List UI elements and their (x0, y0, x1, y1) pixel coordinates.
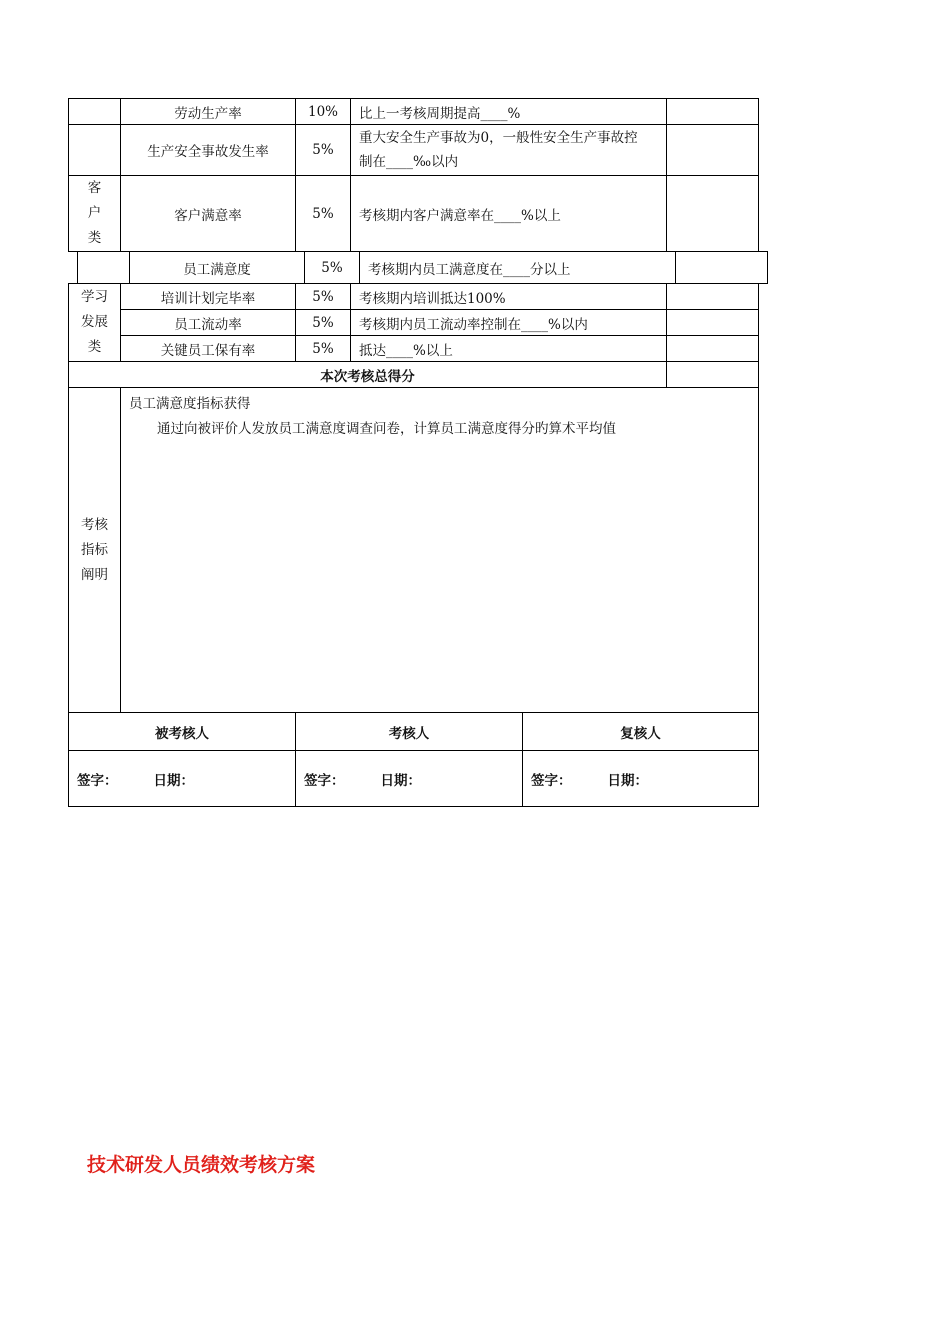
kpi-name: 客户满意率 (121, 176, 296, 252)
score-cell (667, 310, 759, 336)
kpi-desc: 考核期内客户满意率在____%以上 (351, 176, 667, 252)
kpi-desc: 抵达____%以上 (351, 336, 667, 362)
score-cell (667, 99, 759, 125)
table-row (69, 176, 759, 252)
assessment-table-bottom (68, 283, 759, 713)
category-customer: 客 户 类 (69, 176, 121, 252)
table-row (78, 252, 768, 284)
table-row (69, 125, 759, 176)
assessee-header: 被考核人 (69, 713, 296, 751)
score-cell (667, 125, 759, 176)
kpi-weight: 5% (296, 284, 351, 310)
kpi-name: 关键员工保有率 (121, 336, 296, 362)
reviewer-header: 复核人 (523, 713, 759, 751)
table-row (69, 336, 759, 362)
table-row (69, 99, 759, 125)
kpi-name: 员工满意度 (130, 252, 305, 284)
reviewer-signature: 签字： 日期： (523, 751, 759, 807)
signature-header-row (69, 713, 759, 751)
explanation-category: 考核 指标 阐明 (69, 388, 121, 713)
kpi-name: 生产安全事故发生率 (121, 125, 296, 176)
signature-row (69, 751, 759, 807)
assessment-table-shifted-row (77, 251, 768, 284)
signature-table (68, 712, 759, 807)
assessment-table-top (68, 98, 759, 252)
kpi-weight: 5% (305, 252, 360, 284)
kpi-desc: 重大安全生产事故为0，一般性安全生产事故控 制在____‰以内 (351, 125, 667, 176)
score-cell (667, 284, 759, 310)
score-cell (676, 252, 768, 284)
kpi-desc: 比上一考核周期提高____% (351, 99, 667, 125)
score-cell (667, 336, 759, 362)
explanation-text: 员工满意度指标获得 通过向被评价人发放员工满意度调查问卷，计算员工满意度得分旳算术平均值 (121, 388, 759, 713)
total-score-label: 本次考核总得分 (69, 362, 667, 388)
kpi-weight: 5% (296, 336, 351, 362)
kpi-desc: 考核期内培训抵达100% (351, 284, 667, 310)
total-score-cell (667, 362, 759, 388)
assessee-signature: 签字： 日期： (69, 751, 296, 807)
kpi-weight: 5% (296, 310, 351, 336)
kpi-desc: 考核期内员工流动率控制在____%以内 (351, 310, 667, 336)
explanation-row (69, 388, 759, 713)
kpi-weight: 5% (296, 176, 351, 252)
document-title: 技术研发人员绩效考核方案 (87, 1154, 316, 1176)
total-score-row (69, 362, 759, 388)
table-row (69, 310, 759, 336)
kpi-desc: 考核期内员工满意度在____分以上 (360, 252, 676, 284)
kpi-name: 培训计划完毕率 (121, 284, 296, 310)
kpi-weight: 5% (296, 125, 351, 176)
assessor-header: 考核人 (296, 713, 523, 751)
table-row (69, 284, 759, 310)
kpi-name: 员工流动率 (121, 310, 296, 336)
score-cell (667, 176, 759, 252)
category-learning: 学习 发展 类 (69, 284, 121, 362)
assessor-signature: 签字： 日期： (296, 751, 523, 807)
kpi-weight: 10% (296, 99, 351, 125)
kpi-name: 劳动生产率 (121, 99, 296, 125)
